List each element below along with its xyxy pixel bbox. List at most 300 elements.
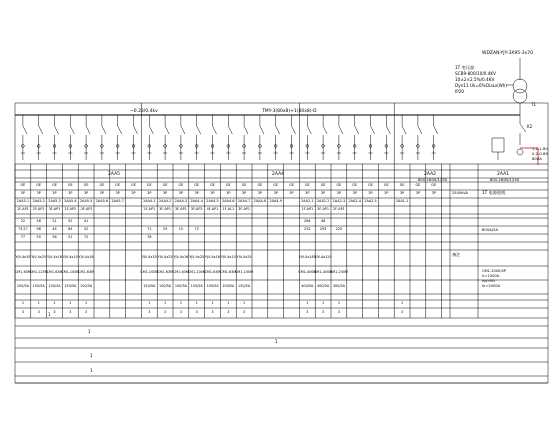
incoming-note-7: In=2000A bbox=[482, 284, 500, 288]
feeder-drop-10 bbox=[163, 115, 169, 160]
incoming-notes bbox=[452, 189, 507, 288]
breaker-blade-icon bbox=[292, 126, 296, 134]
cell-breaker-models-2: CM1-125M bbox=[29, 270, 48, 274]
bottom-marks bbox=[48, 312, 278, 373]
section-label-2AA2: 2AA2 bbox=[424, 172, 437, 177]
feeder-drop-22 bbox=[353, 115, 359, 160]
cell-cable-specs-20: YJV-4x120 bbox=[314, 255, 332, 259]
breaker-blade-icon bbox=[323, 126, 327, 134]
cell-ct-ratio-13: 100/5A bbox=[206, 284, 219, 288]
cell-phase-codes-11: 3P bbox=[178, 191, 184, 195]
cell-qty-row-b-15: 3 bbox=[243, 310, 246, 314]
cell-circuit-ids-6: 2AA5-6 bbox=[95, 199, 109, 203]
feeder-drop-26 bbox=[416, 115, 422, 160]
incoming-annot-0: 1.2-1.8U bbox=[532, 146, 549, 151]
cell-qty-row-b-1: 3 bbox=[21, 310, 24, 314]
cell-ct-ratio-15: 150/5A bbox=[238, 284, 251, 288]
cell-circuit-ids-17: 2AA4-9 bbox=[269, 199, 282, 203]
cell-length-m-2: 55 bbox=[36, 235, 41, 239]
cell-qty-row-a-21: 1 bbox=[337, 301, 340, 305]
incoming-note-6: Isd=6Ir bbox=[482, 279, 496, 283]
feeder-drop-21 bbox=[337, 115, 343, 160]
row-qty-row-b bbox=[22, 310, 403, 314]
cell-ct-ratio-20: 400/5A bbox=[317, 284, 330, 288]
cell-circuit-ids-25: 2AA1-1 bbox=[395, 199, 409, 203]
cell-type-codes-16: GE bbox=[257, 183, 263, 187]
cell-type-codes-3: GE bbox=[52, 183, 57, 187]
cell-qty-row-a-12: 1 bbox=[195, 301, 198, 305]
cell-phase-codes-4: 3P bbox=[68, 191, 73, 195]
transformer-spec-0: 1T 变压器 bbox=[455, 65, 475, 70]
cell-circuit-ids-3: 2AA5-3 bbox=[48, 199, 61, 203]
transformer-t1-label: T1 bbox=[531, 102, 536, 107]
cell-load-names-13: 4F-AP1 bbox=[206, 207, 219, 211]
cell-qty-row-a-3: 1 bbox=[53, 301, 56, 305]
feeder-drop-19 bbox=[305, 115, 311, 160]
cell-capacity-kw-1: 22 bbox=[20, 219, 26, 223]
cell-phase-codes-5: 3P bbox=[83, 191, 89, 195]
cell-type-codes-19: GE bbox=[304, 183, 310, 187]
cell-circuit-ids-1: 2AA5-1 bbox=[16, 199, 30, 203]
feeder-drop-17 bbox=[274, 115, 280, 160]
breaker-blade-icon bbox=[386, 126, 390, 134]
cell-breaker-models-19: CM1-400M bbox=[298, 270, 317, 274]
breaker-spec-b: 800-1600/1250 bbox=[490, 177, 520, 182]
feeder-drop-7 bbox=[116, 115, 122, 160]
cell-circuit-ids-20: 2AA2-2 bbox=[316, 199, 330, 203]
incoming-note-4: CM1-2000/4P bbox=[482, 269, 507, 273]
cell-type-codes-24: GE bbox=[383, 183, 389, 187]
cell-current-a-19: 252 bbox=[304, 227, 311, 231]
cell-qty-row-b-20: 3 bbox=[322, 310, 325, 314]
cell-circuit-ids-16: 2AA4-8 bbox=[253, 199, 267, 203]
feeder-drop-25 bbox=[400, 115, 406, 160]
cell-type-codes-11: GE bbox=[178, 183, 184, 187]
cell-cable-specs-11: YJV-4x16 bbox=[173, 255, 189, 259]
breaker-blade-icon bbox=[181, 126, 185, 134]
cell-current-a-3: 44 bbox=[52, 227, 57, 231]
cell-type-codes-9: GE bbox=[146, 183, 152, 187]
row-length-m bbox=[21, 235, 152, 239]
cell-circuit-ids-15: 2AA4-7 bbox=[237, 199, 251, 203]
cell-qty-row-b-21: 3 bbox=[337, 310, 340, 314]
cell-phase-codes-8: 3P bbox=[131, 191, 136, 195]
cell-phase-codes-22: 3P bbox=[352, 191, 357, 195]
cell-length-m-3: 56 bbox=[52, 235, 57, 239]
cell-capacity-kw-19: 264 bbox=[304, 219, 311, 223]
cell-phase-codes-19: 3P bbox=[305, 191, 310, 195]
incoming-note-1: 2500kVA bbox=[452, 191, 468, 195]
cell-capacity-kw-3: 21 bbox=[52, 219, 57, 223]
breaker-blade-icon bbox=[165, 126, 169, 134]
cell-phase-codes-2: 3P bbox=[36, 191, 41, 195]
cell-circuit-ids-14: 2AA4-6 bbox=[222, 199, 235, 203]
cell-cable-specs-19: YJV-4x185 bbox=[298, 255, 316, 259]
cell-load-names-9: 2F-AP1 bbox=[143, 207, 156, 211]
cell-phase-codes-1: 3P bbox=[20, 191, 26, 195]
cell-type-codes-1: GE bbox=[20, 183, 26, 187]
cell-capacity-kw-20: 48 bbox=[320, 219, 326, 223]
section-label-2AA4: 2AA4 bbox=[272, 172, 285, 177]
cell-type-codes-13: GE bbox=[210, 183, 215, 187]
breaker-blade-icon bbox=[260, 126, 264, 134]
cell-qty-row-a-14: 1 bbox=[227, 301, 230, 305]
cell-current-a-5: 32 bbox=[83, 227, 89, 231]
cell-type-codes-17: GE bbox=[273, 183, 279, 187]
breaker-blade-icon bbox=[23, 126, 27, 134]
cell-cable-specs-13: YJV-4x16 bbox=[205, 255, 220, 259]
cell-load-names-3: 3F-AP1 bbox=[48, 207, 61, 211]
cell-capacity-kw-2: 56 bbox=[36, 219, 41, 223]
cell-circuit-ids-2: 2AA5-2 bbox=[32, 199, 45, 203]
feeder-drop-27 bbox=[432, 115, 438, 160]
busbar-main-label: TMY-3(80x8)+1(80x8)-D bbox=[262, 109, 317, 114]
busbar-left-label: ~0.23/0.4kv bbox=[130, 109, 158, 114]
cell-ct-ratio-11: 100/5A bbox=[174, 284, 187, 288]
transformer-winding-lv-icon bbox=[513, 89, 527, 103]
cell-breaker-models-10: CM1-63M bbox=[157, 270, 174, 274]
row-load-names bbox=[17, 207, 345, 211]
breaker-blade-icon bbox=[434, 126, 438, 134]
bottom-mark-4: 1 bbox=[90, 368, 93, 373]
cell-qty-row-a-15: 1 bbox=[243, 301, 246, 305]
incoming-note-3: 800A/5A bbox=[482, 227, 499, 232]
cell-breaker-models-13: CM1-63M bbox=[204, 270, 221, 274]
cell-type-codes-23: GE bbox=[368, 183, 373, 187]
cell-cable-specs-3: YJV-4x16 bbox=[47, 255, 62, 259]
cell-type-codes-27: GE bbox=[431, 183, 437, 187]
incoming-note-5: Ir=1500A bbox=[482, 274, 500, 278]
cell-cable-specs-1: YJV-4x35 bbox=[15, 255, 31, 259]
feeder-drop-5 bbox=[84, 115, 90, 160]
cell-phase-codes-26: 3P bbox=[415, 191, 421, 195]
cell-phase-codes-20: 3P bbox=[320, 191, 326, 195]
cell-length-m-4: 51 bbox=[68, 235, 73, 239]
feeder-drop-3 bbox=[53, 115, 59, 160]
cell-cable-specs-5: YJV-4x16 bbox=[78, 255, 94, 259]
cell-capacity-kw-5: 41 bbox=[83, 219, 89, 223]
surge-protector-icon bbox=[492, 138, 504, 160]
cell-qty-row-b-12: 3 bbox=[195, 310, 198, 314]
row-qty-row-a bbox=[22, 301, 403, 305]
cell-qty-row-a-19: 1 bbox=[306, 301, 309, 305]
breaker-blade-icon bbox=[86, 126, 90, 134]
cell-cable-specs-4: YJV-4x10 bbox=[62, 255, 78, 259]
cell-qty-row-b-11: 3 bbox=[179, 310, 182, 314]
cell-length-m-5: 72 bbox=[83, 235, 89, 239]
feeder-label: WDZAN-YJY-3X95-3x70 bbox=[482, 51, 533, 56]
cell-circuit-ids-4: 2AA5-4 bbox=[64, 199, 77, 203]
cell-load-names-20: 2F-AP1 bbox=[317, 207, 329, 211]
cell-qty-row-b-2: 3 bbox=[37, 310, 40, 314]
busbar-group bbox=[15, 108, 520, 115]
cell-circuit-ids-21: 2AA2-3 bbox=[332, 199, 346, 203]
cell-circuit-ids-11: 2AA4-3 bbox=[174, 199, 188, 203]
cell-breaker-models-3: CM1-63M bbox=[46, 270, 63, 274]
cell-phase-codes-7: 3P bbox=[115, 191, 120, 195]
cell-type-codes-15: GE bbox=[241, 183, 247, 187]
circuit-schedule-table bbox=[15, 103, 548, 383]
cell-type-codes-8: GE bbox=[131, 183, 136, 187]
cell-current-a-21: 225 bbox=[335, 227, 343, 231]
cell-qty-row-b-10: 3 bbox=[164, 310, 167, 314]
remark-label: 备注 bbox=[452, 252, 461, 257]
cell-type-codes-6: GE bbox=[99, 183, 105, 187]
feeder-drop-12 bbox=[195, 115, 201, 160]
cell-type-codes-26: GE bbox=[415, 183, 421, 187]
cell-load-names-11: 3F-AP1 bbox=[175, 207, 187, 211]
cell-breaker-models-4: CM1-100M bbox=[61, 270, 80, 274]
bottom-mark-1: 1 bbox=[88, 329, 91, 334]
cell-qty-row-a-13: 1 bbox=[211, 301, 214, 305]
cell-circuit-ids-10: 2AA4-2 bbox=[158, 199, 172, 203]
cell-circuit-ids-22: 2AA2-4 bbox=[348, 199, 361, 203]
cell-current-a-20: 293 bbox=[319, 227, 327, 231]
cell-phase-codes-24: 3P bbox=[384, 191, 389, 195]
cell-current-a-4: 64 bbox=[68, 227, 73, 231]
cell-type-codes-18: GE bbox=[289, 183, 294, 187]
section-label-2AA5: 2AA5 bbox=[108, 172, 121, 177]
cell-qty-row-a-9: 1 bbox=[148, 301, 151, 305]
cell-current-a-12: 72 bbox=[194, 227, 199, 231]
cell-type-codes-20: GE bbox=[320, 183, 326, 187]
cell-capacity-kw-4: 52 bbox=[68, 219, 73, 223]
cell-phase-codes-27: 3P bbox=[431, 191, 436, 195]
breaker-blade-icon bbox=[371, 126, 375, 134]
row-cable-specs bbox=[15, 255, 331, 259]
cell-qty-row-a-5: 1 bbox=[85, 301, 88, 305]
breaker-blade-icon bbox=[402, 126, 406, 134]
cell-breaker-models-9: CM1-100M bbox=[140, 270, 159, 274]
incoming-k2-label: K2 bbox=[527, 124, 533, 129]
breaker-blade-icon bbox=[39, 126, 43, 134]
feeder-drop-2 bbox=[37, 115, 43, 160]
cell-qty-row-a-25: 1 bbox=[401, 301, 404, 305]
bottom-mark-3: 1 bbox=[90, 353, 93, 358]
cell-phase-codes-25: 3P bbox=[399, 191, 405, 195]
row-circuit-ids bbox=[17, 199, 409, 203]
cell-circuit-ids-13: 2AA4-5 bbox=[206, 199, 219, 203]
row-phase-codes bbox=[21, 191, 436, 195]
incoming-annot-1: 0.2-0.8S bbox=[532, 151, 548, 156]
cell-cable-specs-2: YJV-4x25 bbox=[31, 255, 47, 259]
row-type-codes bbox=[21, 183, 437, 187]
cell-load-names-1: 1F-AP1 bbox=[17, 207, 29, 211]
breaker-blade-icon bbox=[213, 126, 217, 134]
cell-current-a-10: 25 bbox=[162, 227, 168, 231]
cell-type-codes-12: GE bbox=[194, 183, 200, 187]
feeder-drop-15 bbox=[242, 115, 248, 160]
cell-cable-specs-12: YJV-4x25 bbox=[189, 255, 205, 259]
row-ct-ratio bbox=[17, 284, 346, 288]
cell-cable-specs-10: YJV-4x25 bbox=[157, 255, 173, 259]
bottom-mark-0: 1 bbox=[48, 312, 51, 317]
cell-ct-ratio-12: 150/5A bbox=[190, 284, 203, 288]
cell-ct-ratio-3: 100/5A bbox=[48, 284, 61, 288]
cell-ct-ratio-2: 150/5A bbox=[32, 284, 45, 288]
cell-qty-row-a-11: 1 bbox=[179, 301, 182, 305]
bottom-mark-2: 1 bbox=[275, 339, 278, 344]
breaker-blade-icon bbox=[355, 126, 359, 134]
breaker-blade-icon bbox=[55, 126, 59, 134]
cell-phase-codes-23: 3P bbox=[368, 191, 373, 195]
breaker-blade-icon bbox=[197, 126, 201, 134]
cell-phase-codes-13: 3P bbox=[210, 191, 215, 195]
feeder-drop-13 bbox=[211, 115, 217, 160]
cell-phase-codes-21: 3P bbox=[336, 191, 342, 195]
cell-qty-row-a-10: 1 bbox=[164, 301, 167, 305]
cell-phase-codes-3: 3P bbox=[52, 191, 57, 195]
breaker-blade-icon bbox=[276, 126, 280, 134]
cell-breaker-models-1: CM1-63M bbox=[14, 270, 31, 274]
cell-breaker-models-12: CM1-100M bbox=[187, 270, 206, 274]
cell-circuit-ids-23: 2AA2-5 bbox=[364, 199, 377, 203]
cell-type-codes-10: GE bbox=[162, 183, 168, 187]
cell-load-names-15: 3F-AP1 bbox=[238, 207, 250, 211]
cell-phase-codes-6: 3P bbox=[99, 191, 105, 195]
feeder-drop-11 bbox=[179, 115, 185, 160]
cell-length-m-1: 77 bbox=[20, 235, 26, 239]
cell-circuit-ids-9: 2AA4-1 bbox=[143, 199, 156, 203]
cell-qty-row-b-4: 3 bbox=[69, 310, 72, 314]
breaker-blade-icon bbox=[102, 126, 106, 134]
cell-phase-codes-16: 3P bbox=[257, 191, 263, 195]
breaker-blade-icon bbox=[134, 126, 138, 134]
cell-circuit-ids-12: 2AA4-4 bbox=[190, 199, 203, 203]
row-current-a bbox=[18, 227, 342, 231]
cell-cable-specs-9: YJV-4x35 bbox=[141, 255, 157, 259]
cell-current-a-1: 73.27 bbox=[18, 227, 28, 231]
cell-circuit-ids-5: 2AA5-5 bbox=[79, 199, 93, 203]
feeder-drop-1 bbox=[21, 115, 27, 160]
cell-ct-ratio-9: 150/5A bbox=[143, 284, 156, 288]
feeder-drop-9 bbox=[147, 115, 153, 160]
cell-qty-row-a-2: 1 bbox=[37, 301, 40, 305]
breaker-blade-icon bbox=[244, 126, 248, 134]
cell-cable-specs-14: YJV-4x10 bbox=[220, 255, 236, 259]
cell-current-a-11: 15 bbox=[178, 227, 184, 231]
section-labels bbox=[108, 171, 520, 182]
cell-circuit-ids-7: 2AA5-7 bbox=[111, 199, 124, 203]
cell-phase-codes-18: 3P bbox=[289, 191, 294, 195]
transformer-spec-3: Dyn11 Uk=6% bbox=[455, 83, 486, 88]
cell-cable-specs-15: YJV-4x25 bbox=[236, 255, 252, 259]
cell-type-codes-22: GE bbox=[352, 183, 358, 187]
transformer-block bbox=[455, 50, 548, 165]
cell-breaker-models-14: CM1-63M bbox=[220, 270, 237, 274]
incoming-note-2: 1T 电源进线 bbox=[482, 190, 506, 195]
cell-load-names-14: 1F-AL1 bbox=[222, 207, 235, 211]
cell-phase-codes-15: 3P bbox=[241, 191, 247, 195]
breaker-blade-icon bbox=[118, 126, 122, 134]
breaker-blade-icon bbox=[149, 126, 153, 134]
breaker-spec-a: 800-1600/1250 bbox=[418, 177, 448, 182]
feeder-drop-4 bbox=[68, 115, 74, 160]
ct-icon bbox=[517, 149, 523, 155]
cell-breaker-models-15: CM1-100M bbox=[235, 270, 254, 274]
feeder-circuits bbox=[21, 115, 438, 160]
transformer-spec-1: SCB9-800/10/0.4KV bbox=[455, 71, 497, 76]
cell-breaker-models-20: CM1-400M bbox=[314, 270, 333, 274]
cell-phase-codes-10: 3P bbox=[162, 191, 168, 195]
cell-type-codes-4: GE bbox=[67, 183, 73, 187]
breaker-blade-icon bbox=[307, 126, 311, 134]
cell-phase-codes-12: 3P bbox=[194, 191, 199, 195]
cell-qty-row-a-1: 1 bbox=[21, 301, 24, 305]
feeder-drop-24 bbox=[384, 115, 390, 160]
cell-qty-row-a-20: 1 bbox=[322, 301, 325, 305]
breaker-blade-icon bbox=[70, 126, 74, 134]
cell-ct-ratio-21: 300/5A bbox=[332, 284, 345, 288]
cell-type-codes-2: GE bbox=[36, 183, 42, 187]
meter-label: DiaLx(Wh) bbox=[486, 83, 507, 88]
cell-load-names-12: 3F-AP2 bbox=[190, 207, 203, 211]
cell-ct-ratio-4: 150/5A bbox=[64, 284, 77, 288]
cell-current-a-9: 71 bbox=[147, 227, 152, 231]
cell-ct-ratio-19: 400/5A bbox=[301, 284, 314, 288]
feeder-drop-14 bbox=[226, 115, 232, 160]
breaker-blade-icon bbox=[228, 126, 232, 134]
cell-breaker-models-21: CM1-250M bbox=[329, 270, 348, 274]
cell-phase-codes-17: 3P bbox=[273, 191, 278, 195]
cell-qty-row-b-9: 3 bbox=[148, 310, 151, 314]
breaker-blade-icon bbox=[418, 126, 422, 134]
incoming-breaker-icon bbox=[520, 124, 526, 145]
cell-type-codes-5: GE bbox=[83, 183, 89, 187]
section-label-2AA1: 2AA1 bbox=[497, 172, 510, 177]
feeder-drop-23 bbox=[369, 115, 375, 160]
feeder-drop-16 bbox=[258, 115, 264, 160]
cell-load-names-21: 2F-AP1 bbox=[333, 207, 345, 211]
cell-ct-ratio-10: 100/5A bbox=[159, 284, 172, 288]
cell-type-codes-14: GE bbox=[225, 183, 231, 187]
feeder-drop-18 bbox=[290, 115, 296, 160]
cell-qty-row-b-3: 3 bbox=[53, 310, 56, 314]
cell-phase-codes-14: 3P bbox=[226, 191, 231, 195]
cell-current-a-2: 96 bbox=[36, 227, 41, 231]
cell-qty-row-b-14: 3 bbox=[227, 310, 230, 314]
cell-qty-row-b-19: 3 bbox=[306, 310, 309, 314]
cell-breaker-models-11: CM1-63M bbox=[172, 270, 189, 274]
transformer-spec-2: 10±2×2.5%/0.4KV bbox=[455, 77, 495, 82]
feeder-drop-8 bbox=[132, 115, 138, 160]
incoming-annot-2: 800A bbox=[532, 156, 542, 161]
cell-type-codes-21: GE bbox=[336, 183, 342, 187]
feeder-drop-20 bbox=[321, 115, 327, 160]
cell-type-codes-7: GE bbox=[115, 183, 121, 187]
row-breaker-models bbox=[15, 270, 348, 274]
cell-qty-row-b-25: 3 bbox=[401, 310, 404, 314]
cell-breaker-models-5: CM1-63M bbox=[78, 270, 95, 274]
cell-qty-row-b-13: 3 bbox=[211, 310, 214, 314]
feeder-drop-6 bbox=[100, 115, 106, 160]
cell-load-names-10: 3F-AP1 bbox=[159, 207, 171, 211]
cell-type-codes-25: GE bbox=[399, 183, 405, 187]
breaker-blade-icon bbox=[339, 126, 343, 134]
cell-ct-ratio-14: 100/5A bbox=[222, 284, 235, 288]
cell-load-names-2: 2F-AP1 bbox=[32, 207, 45, 211]
cell-circuit-ids-19: 2AA2-1 bbox=[301, 199, 314, 203]
cell-qty-row-a-4: 1 bbox=[69, 301, 72, 305]
transformer-spec-4: IP20 bbox=[455, 89, 465, 94]
cell-ct-ratio-1: 100/5A bbox=[16, 284, 29, 288]
cell-load-names-4: 2F-AP2 bbox=[64, 207, 77, 211]
cell-qty-row-b-5: 3 bbox=[85, 310, 88, 314]
cell-phase-codes-9: 3P bbox=[147, 191, 152, 195]
cell-ct-ratio-5: 100/5A bbox=[80, 284, 93, 288]
cell-length-m-9: 78 bbox=[147, 235, 152, 239]
cell-load-names-19: 1F-AP1 bbox=[301, 207, 314, 211]
